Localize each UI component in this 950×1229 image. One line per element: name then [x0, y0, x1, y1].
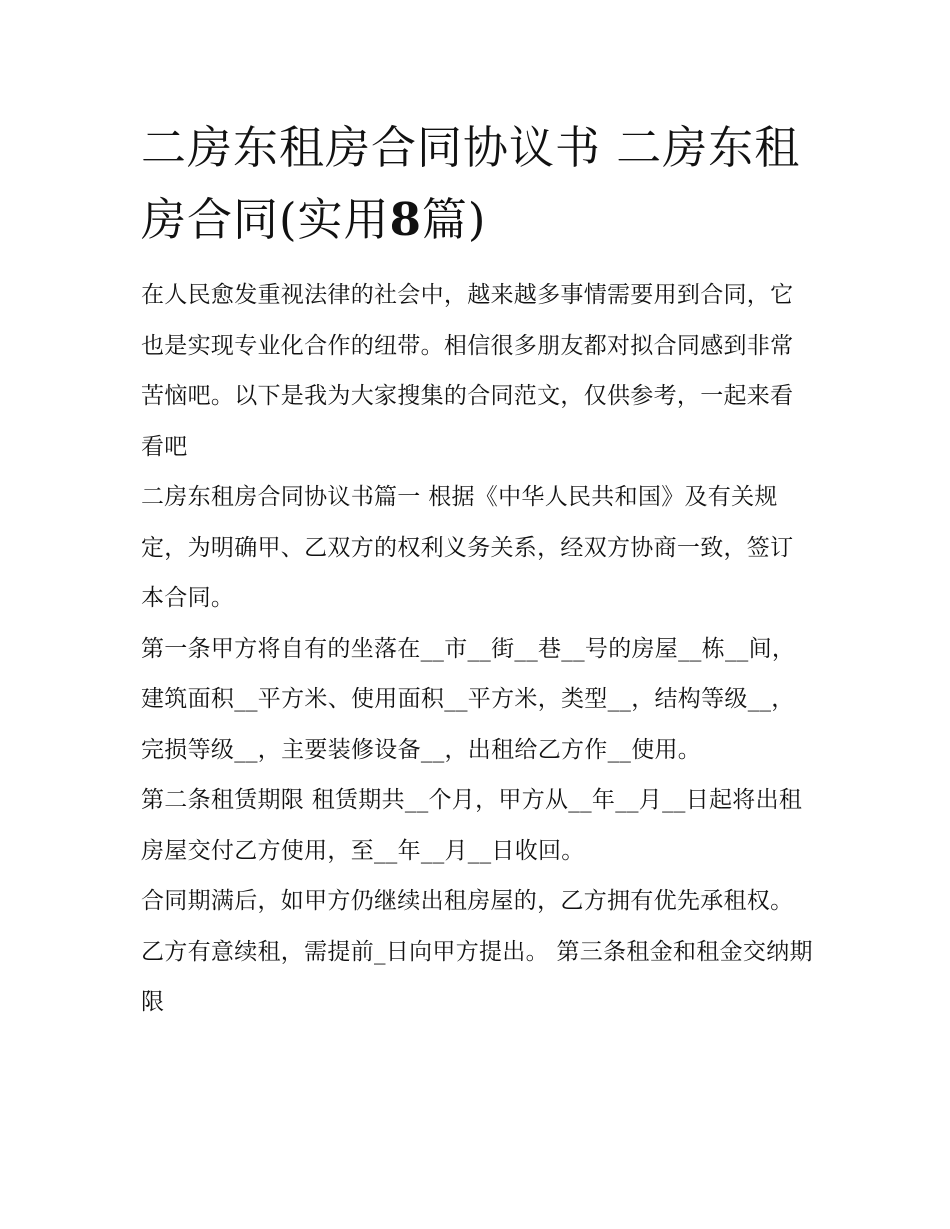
- clause-renewal: 合同期满后，如甲方仍继续出租房屋的，乙方拥有优先承租权。乙方有意续租，需提前_日向甲方提出。 第三条租金和租金交纳期限: [141, 888, 813, 1015]
- title-text: 二房东租房合同协议书 二房东租房合同(实用: [141, 121, 801, 246]
- clause-first: 第一条甲方将自有的坐落在__市__街__巷__号的房屋__栋__间，建筑面积__平方米、使用面积__平方米，类型__，结构等级__，完损等级__，主要装修设备__，出租给乙方作__使用。: [141, 635, 796, 763]
- title-number: 8: [389, 193, 422, 246]
- document-title: [141, 112, 813, 256]
- title-suffix: 篇): [421, 193, 487, 246]
- intro-paragraph: 在人民愈发重视法律的社会中，越来越多事情需要用到合同，它也是实现专业化合作的纽带。相信很多朋友都对拟合同感到非常苦恼吧。以下是我为大家搜集的合同范文，仅供参考，一起来看看吧: [141, 282, 794, 460]
- clause-second: 第二条租赁期限 租赁期共__个月，甲方从__年__月__日起将出租房屋交付乙方使用，至__年__月__日收回。: [141, 787, 803, 864]
- document-body: [141, 112, 813, 1028]
- article-one-preamble: 二房东租房合同协议书篇一 根据《中华人民共和国》及有关规定，为明确甲、乙双方的权利义务关系，经双方协商一致，签订本合同。: [141, 484, 794, 611]
